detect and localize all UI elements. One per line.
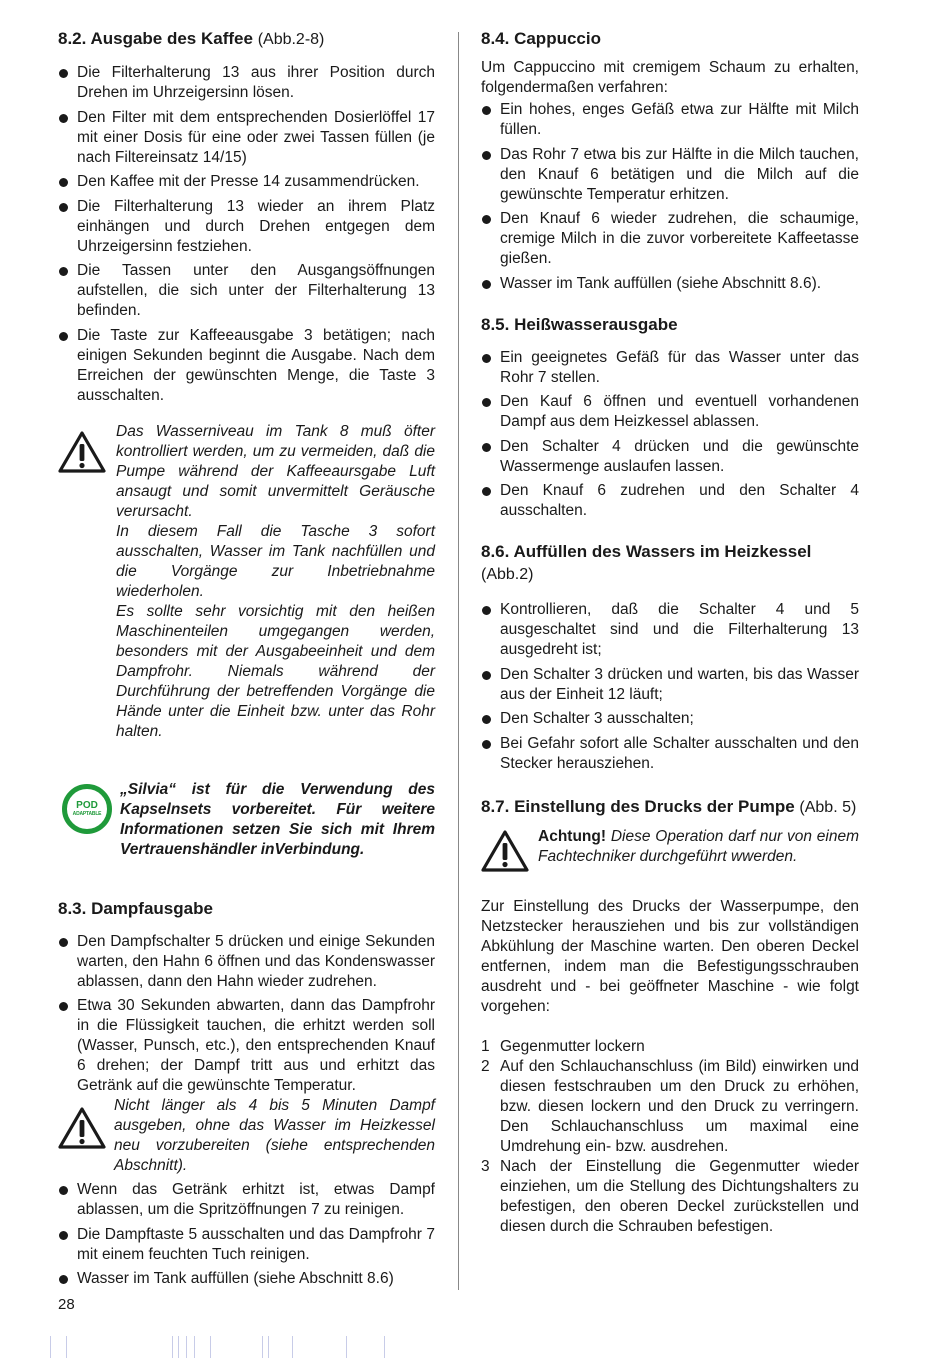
pod-adaptable-logo xyxy=(62,784,112,834)
section-8-3-warning xyxy=(58,1096,435,1176)
list-item: Bei Gefahr sofort alle Schalter ausschalten und den Stecker herausziehen. xyxy=(481,734,859,774)
warning-text: In diesem Fall die Tasche 3 sofort ausschalten, Wasser im Tank nachfüllen und die Vorgänge zur Inbetriebnahme wiederholen. xyxy=(116,522,435,600)
section-8-2-warning xyxy=(58,422,435,742)
list-item: Kontrollieren, daß die Schalter 4 und 5 ausgeschaltet sind und die Filterhalterung 13 ausgedreht ist; xyxy=(481,600,859,660)
step-number: 2 xyxy=(481,1057,490,1075)
section-8-6-title: 8.6. Auffüllen des Wassers im Heizkessel xyxy=(481,542,812,561)
section-8-2-list xyxy=(58,63,435,406)
section-8-7-body: Zur Einstellung des Drucks der Wasserpumpe, den Netzstecker herausziehen und bis zur vollständigen Abkühlung der Maschine warten. Den oberen Deckel entfernen, indem man die Befestigungsschrauben ausdreht und - bei geöffneter Maschine - wie folgt vorgehen: xyxy=(481,897,859,1015)
footer-registration-marks xyxy=(50,1336,410,1358)
list-item: Den Kauf 6 öffnen und eventuell vorhandenen Dampf aus dem Heizkessel ablassen. xyxy=(481,392,859,432)
warning-label: Achtung! xyxy=(538,827,607,845)
list-item xyxy=(481,1057,859,1157)
pod-adaptable-note xyxy=(58,780,435,860)
warning-text: Nicht länger als 4 bis 5 Minuten Dampf ausgeben, ohne das Wasser im Heizkessel neu vorzubereiten (siehe entsprechenden Abschnitt). xyxy=(114,1097,435,1174)
section-8-7-heading xyxy=(481,796,859,819)
list-item: Das Rohr 7 etwa bis zur Hälfte in die Milch tauchen, den Knauf 6 betätigen und die Milch auf die gewünschte Temperatur erhitzen. xyxy=(481,145,859,205)
list-item: Den Schalter 3 ausschalten; xyxy=(481,709,859,729)
list-item: Ein hohes, enges Gefäß etwa zur Hälfte mit Milch füllen. xyxy=(481,100,859,140)
pod-badge-bottom: ADAPTABLE xyxy=(72,810,102,817)
section-8-5-list xyxy=(481,348,859,522)
list-item xyxy=(481,1037,859,1057)
section-8-6-list xyxy=(481,600,859,774)
list-item xyxy=(481,1157,859,1237)
section-8-4-list xyxy=(481,100,859,294)
right-column xyxy=(481,28,859,1237)
list-item: Die Filterhalterung 13 aus ihrer Position durch Drehen im Uhrzeigersinn lösen. xyxy=(58,63,435,103)
section-8-3-list xyxy=(58,932,435,1097)
section-8-2-heading xyxy=(58,28,435,51)
list-item: Den Knauf 6 zudrehen und den Schalter 4 ausschalten. xyxy=(481,481,859,521)
list-item: Die Dampftaste 5 ausschalten und das Dampfrohr 7 mit einem feuchten Tuch reinigen. xyxy=(58,1225,435,1265)
list-item: Den Schalter 4 drücken und die gewünschte Wassermenge auslaufen lassen. xyxy=(481,437,859,477)
section-8-2-title: 8.2. Ausgabe des Kaffee xyxy=(58,29,253,48)
warning-triangle-icon xyxy=(58,1106,106,1150)
section-8-4-title: 8.4. Cappuccio xyxy=(481,29,601,48)
step-number: 1 xyxy=(481,1037,490,1055)
section-8-2-ref: (Abb.2-8) xyxy=(257,31,325,48)
left-column xyxy=(58,28,435,1294)
list-item: Die Taste zur Kaffeeausgabe 3 betätigen; nach einigen Sekunden beginnt die Ausgabe. Nach dem Erreichen der gewünschten Menge, die Taste 3 ausschalten. xyxy=(58,326,435,406)
section-8-7-steps xyxy=(481,1037,859,1237)
pod-badge-top: POD xyxy=(76,799,98,811)
warning-triangle-icon xyxy=(58,430,106,474)
list-item: Den Knauf 6 wieder zudrehen, die schaumige, cremige Milch in die zuvor vorbereitete Kaffeetasse gießen. xyxy=(481,209,859,269)
step-text: Auf den Schlauchanschluss (im Bild) einwirken und diesen festschrauben um den Druck zu erhöhen, bzw. diesen lockern und den Druck zu verringern. Den Schlauchanschluss um maximal eine Umdrehung ein- bzw. ausdrehen. xyxy=(500,1057,859,1155)
step-text: Nach der Einstellung die Gegenmutter wieder einziehen, um die Stellung des Dichtungshalters zu befestigen, den oberen Deckel zurückstellen und diesen durch die Schrauben befestigen. xyxy=(500,1157,859,1235)
warning-triangle-icon xyxy=(481,829,529,873)
section-8-3-title: 8.3. Dampfausgabe xyxy=(58,898,213,918)
section-8-5-title: 8.5. Heißwasserausgabe xyxy=(481,314,678,334)
list-item: Wenn das Getränk erhitzt ist, etwas Dampf ablassen, um die Spritzöffnungen 7 zu reinigen. xyxy=(58,1180,435,1220)
pod-note-text: „Silvia“ ist für die Verwendung des Kapselnsets vorbereitet. Für weitere Informationen setzen Sie sich mit Ihrem Vertrauenshändler inVerbindung. xyxy=(120,780,435,858)
list-item: Ein geeignetes Gefäß für das Wasser unter das Rohr 7 stellen. xyxy=(481,348,859,388)
list-item: Etwa 30 Sekunden abwarten, dann das Dampfrohr in die Flüssigkeit tauchen, die erhitzt werden soll (Wasser, Punsch, etc.), den entsprechenden Knauf 6 drehen; der Dampf tritt aus und erhitzt das Getränk auf die gewünschte Temperatur. xyxy=(58,996,435,1096)
list-item: Wasser im Tank auffüllen (siehe Abschnitt 8.6). xyxy=(481,274,859,294)
section-8-7-ref: (Abb. 5) xyxy=(799,798,857,816)
warning-text: Es sollte sehr vorsichtig mit den heißen Maschinenteilen umgegangen werden, besonders mit der Ausgabeeinheit und dem Dampfrohr. Niemals während der Durchführung der betreffenden Vorgänge die Hände unter die Einheit bzw. unter das Rohr halten. xyxy=(116,602,435,740)
warning-text: Das Wasserniveau im Tank 8 muß öfter kontrolliert werden, um zu vermeiden, daß die Pumpe während der Kaffeeaursgabe Luft ansaugt und somit unvermittelt Geräusche verursacht. xyxy=(116,422,435,520)
list-item: Wasser im Tank auffüllen (siehe Abschnitt 8.6) xyxy=(58,1269,435,1289)
page-number: 28 xyxy=(58,1296,75,1313)
section-8-7-warning xyxy=(481,827,859,877)
section-8-3-list-b xyxy=(58,1180,435,1289)
section-8-6-heading xyxy=(481,541,859,586)
section-8-4-intro: Um Cappuccino mit cremigem Schaum zu erhalten, folgendermaßen verfahren: xyxy=(481,59,859,96)
column-divider xyxy=(458,32,459,1290)
list-item: Den Schalter 3 drücken und warten, bis das Wasser aus der Einheit 12 läuft; xyxy=(481,665,859,705)
list-item: Die Filterhalterung 13 wieder an ihrem Platz einhängen und durch Drehen entgegen dem Uhrzeigersinn festziehen. xyxy=(58,197,435,257)
warning-text: Diese Operation darf nur von einem Fachtechniker durchgeführt wwerden. xyxy=(538,827,859,865)
step-text: Gegenmutter lockern xyxy=(500,1037,645,1055)
list-item: Den Filter mit dem entsprechenden Dosierlöffel 17 mit einer Dosis für eine oder zwei Tassen füllen (je nach Filtereinsatz 14/15) xyxy=(58,108,435,168)
list-item: Den Kaffee mit der Presse 14 zusammendrücken. xyxy=(58,172,435,192)
step-number: 3 xyxy=(481,1157,490,1175)
list-item: Die Tassen unter den Ausgangsöffnungen aufstellen, die sich unter der Filterhalterung 13 befinden. xyxy=(58,261,435,321)
list-item: Den Dampfschalter 5 drücken und einige Sekunden warten, den Hahn 6 öffnen und das Kondenswasser ablassen, dann den Hahn wieder zudrehen. xyxy=(58,932,435,992)
section-8-6-ref: (Abb.2) xyxy=(481,566,534,583)
section-8-7-title: 8.7. Einstellung des Drucks der Pumpe xyxy=(481,796,795,816)
